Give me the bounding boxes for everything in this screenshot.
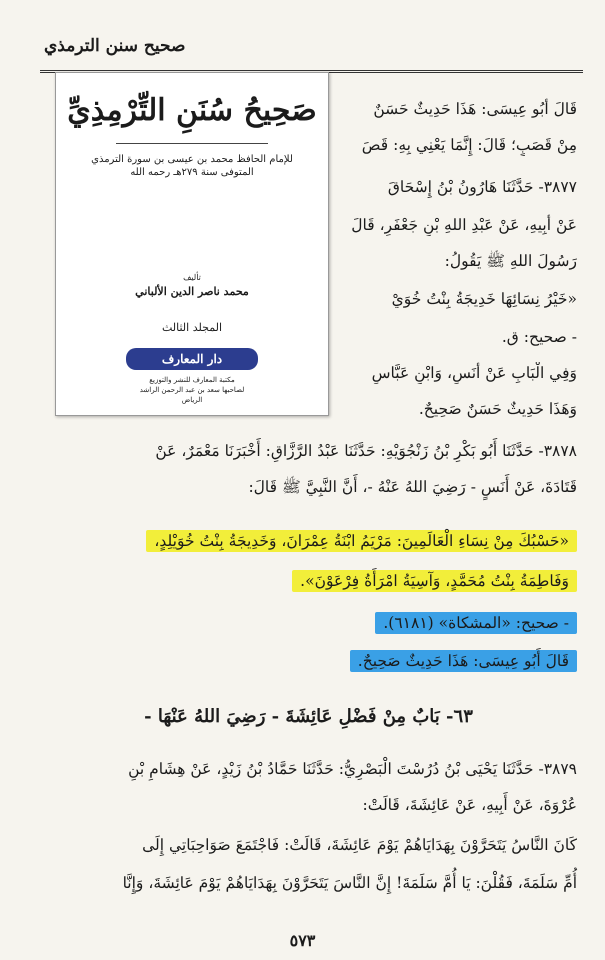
cover-volume: المجلد الثالث — [161, 321, 222, 334]
cover-editor: محمد ناصر الدين الألباني — [135, 285, 249, 298]
cover-divider — [116, 143, 268, 144]
chapter-heading: ٦٣- بَابٌ مِنْ فَضْلِ عَائِشَةَ - رَضِيَ اللهُ عَنْهَا - — [144, 706, 473, 727]
text-line: قَالَ أَبُو عِيسَى: هَذَا حَدِيثٌ حَسَنٌ — [373, 100, 577, 118]
text-line: وَفِي الْبَابِ عَنْ أَنَسٍ، وَابْنِ عَبَّاسٍ — [371, 364, 577, 382]
blue-highlight: - صحيح: «المشكاة» (٦١٨١). — [375, 612, 577, 634]
text-line: عَنْ أَبِيهِ، عَنْ عَبْدِ اللهِ بْنِ جَعْفَرٍ، قَالَ — [351, 216, 577, 234]
text-line: رَسُولَ اللهِ ﷺ يَقُولُ: — [444, 252, 577, 270]
blue-highlight: قَالَ أَبُو عِيسَى: هَذَا حَدِيثٌ صَحِيحٌ. — [350, 650, 577, 672]
cover-publisher-line: الرياض — [181, 396, 203, 404]
cover-title: صَحِيحُ سُنَنِ التِّرْمِذِيِّ — [67, 93, 317, 128]
cover-editor-label: تأليف — [183, 273, 201, 282]
cover-author — [66, 153, 318, 179]
running-header — [40, 30, 583, 73]
highlighted-hadith-line — [40, 530, 577, 552]
text-line: ٣٨٧٩- حَدَّثَنَا يَحْيَى بْنُ دُرُسْتَ الْبَصْرِيُّ: حَدَّثَنَا حَمَّادُ بْنُ زَيْدٍ، عَنْ هِشَامِ بْنِ — [128, 760, 577, 778]
text-line: مِنْ قَصَبٍ؛ قَالَ: إِنَّمَا يَعْنِي بِهِ: قَصَ — [361, 136, 577, 154]
text-line: ٣٨٧٧- حَدَّثَنَا هَارُونُ بْنُ إِسْحَاقَ — [387, 178, 577, 196]
text-line: كَانَ النَّاسُ يَتَحَرَّوْنَ بِهَدَايَاهُمْ يَوْمَ عَائِشَةَ، قَالَتْ: فَاجْتَمَعَ صَوَاحِبَاتِي إِلَى — [142, 836, 577, 854]
grading-line — [40, 612, 577, 634]
hadith-3878-line: قَتَادَةَ، عَنْ أَنَسٍ - رَضِيَ اللهُ عَنْهُ -، أَنَّ النَّبِيَّ ﷺ قَالَ: — [248, 478, 577, 496]
cover-author-line: المتوفى سنة ٢٧٩هـ رحمه الله — [130, 167, 254, 178]
text-line: عُرْوَةَ، عَنْ أَبِيهِ، عَنْ عَائِشَةَ، قَالَتْ: — [362, 796, 577, 814]
text-line: وَهَذَا حَدِيثٌ حَسَنٌ صَحِيحٌ. — [418, 400, 577, 418]
header-title: صحيح سنن الترمذي — [44, 36, 186, 56]
yellow-highlight: «حَسْبُكَ مِنْ نِسَاءِ الْعَالَمِينَ: مَرْيَمُ ابْنَةُ عِمْرَانَ، وَخَدِيجَةُ بِنْتُ خُوَيْلِدٍ، — [146, 530, 577, 552]
cover-publisher-line: لصاحبها سعد بن عبد الرحمن الراشد — [139, 386, 245, 394]
book-cover-image — [55, 72, 329, 416]
text-line: أُمِّ سَلَمَةَ، فَقُلْنَ: يَا أُمَّ سَلَمَةَ! إِنَّ النَّاسَ يَتَحَرَّوْنَ بِهَدَايَاهُمْ يَوْمَ عَائِشَةَ، وَإِنَّا — [122, 874, 577, 892]
cover-author-line: للإمام الحافظ محمد بن عيسى بن سورة الترمذي — [91, 154, 293, 165]
cover-publisher-line: مكتبة المعارف للنشر والتوزيع — [149, 376, 235, 384]
cover-publisher-badge: دار المعارف — [126, 348, 258, 370]
page-number: ٥٧٣ — [289, 931, 316, 950]
abu-isa-line — [40, 650, 577, 672]
text-line: «خَيْرُ نِسَائِهَا خَدِيجَةُ بِنْتُ خُوَيْ — [391, 290, 577, 308]
highlighted-hadith-line — [40, 570, 577, 592]
hadith-3878-line: ٣٨٧٨- حَدَّثَنَا أَبُو بَكْرِ بْنُ زَنْجُوَيْهِ: حَدَّثَنَا عَبْدُ الرَّزَّاقِ: أَخْبَرَنَا مَعْمَرٌ، عَنْ — [155, 442, 577, 460]
cover-publisher — [66, 375, 318, 405]
yellow-highlight: وَفَاطِمَةُ بِنْتُ مُحَمَّدٍ، وَآسِيَةُ امْرَأَةُ فِرْعَوْنَ». — [292, 570, 577, 592]
text-line: - صحيح: ق. — [501, 328, 577, 346]
